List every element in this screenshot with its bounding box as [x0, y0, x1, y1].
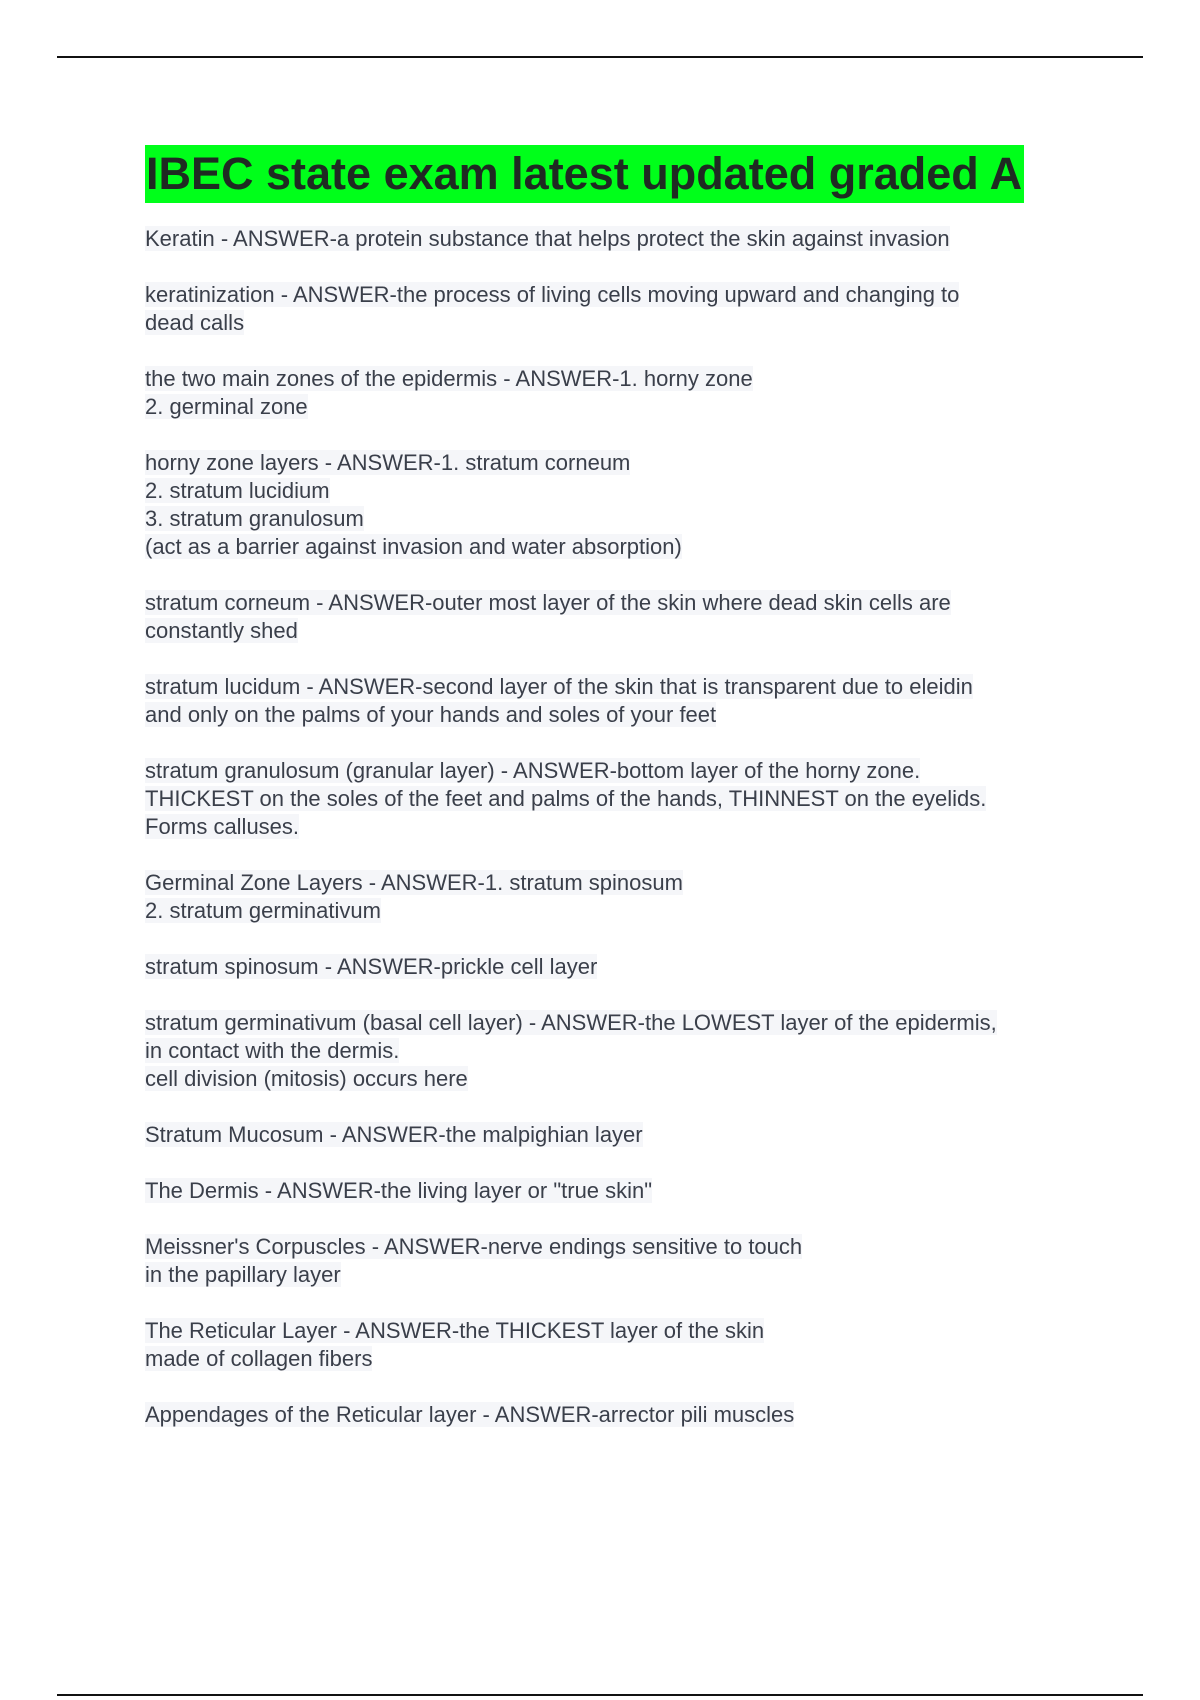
- qa-entry: [145, 589, 1090, 645]
- qa-entry-line: [145, 1261, 1090, 1289]
- qa-entry-text: the two main zones of the epidermis - ANSWER-1. horny zone: [145, 366, 753, 391]
- qa-entry-text: horny zone layers - ANSWER-1. stratum corneum: [145, 450, 631, 475]
- qa-entry-text: keratinization - ANSWER-the process of living cells moving upward and changing to: [145, 282, 960, 307]
- qa-entry-line: [145, 897, 1090, 925]
- qa-entry-text: stratum granulosum (granular layer) - ANSWER-bottom layer of the horny zone.: [145, 758, 921, 783]
- qa-entry-text: Keratin - ANSWER-a protein substance that helps protect the skin against invasion: [145, 226, 950, 251]
- qa-entry-line: [145, 1345, 1090, 1373]
- qa-entry-line: [145, 1401, 1090, 1429]
- qa-entry-text: Forms calluses.: [145, 814, 300, 839]
- qa-entry-text: (act as a barrier against invasion and water absorption): [145, 534, 682, 559]
- qa-entry-text: dead calls: [145, 310, 245, 335]
- qa-entry-text: THICKEST on the soles of the feet and palms of the hands, THINNEST on the eyelids.: [145, 786, 987, 811]
- document-title: IBEC state exam latest updated graded A: [145, 145, 1024, 203]
- qa-entry: [145, 953, 1090, 981]
- qa-entry-line: [145, 757, 1090, 785]
- qa-entry-line: [145, 673, 1090, 701]
- qa-entry-line: [145, 281, 1090, 309]
- qa-entry-text: stratum spinosum - ANSWER-prickle cell layer: [145, 954, 598, 979]
- qa-entry: [145, 449, 1090, 561]
- qa-entry: [145, 281, 1090, 337]
- qa-entry-text: 2. stratum lucidium: [145, 478, 330, 503]
- qa-entry-text: The Reticular Layer - ANSWER-the THICKEST layer of the skin: [145, 1318, 765, 1343]
- qa-entry: [145, 225, 1090, 253]
- qa-entry-text: 2. stratum germinativum: [145, 898, 381, 923]
- qa-entry-text: stratum germinativum (basal cell layer) - ANSWER-the LOWEST layer of the epidermis,: [145, 1010, 997, 1035]
- qa-entry-line: [145, 1065, 1090, 1093]
- qa-entry-line: [145, 1317, 1090, 1345]
- bottom-rule: [57, 1694, 1143, 1696]
- qa-entry-line: [145, 617, 1090, 645]
- qa-entry-line: [145, 813, 1090, 841]
- qa-entry: [145, 365, 1090, 421]
- qa-entry-text: constantly shed: [145, 618, 298, 643]
- qa-entry: [145, 869, 1090, 925]
- qa-entry-text: Germinal Zone Layers - ANSWER-1. stratum spinosum: [145, 870, 683, 895]
- qa-entry-text: made of collagen fibers: [145, 1346, 373, 1371]
- qa-entry-line: [145, 589, 1090, 617]
- qa-entry: [145, 1009, 1090, 1093]
- qa-entry: [145, 1177, 1090, 1205]
- qa-entry-text: cell division (mitosis) occurs here: [145, 1066, 468, 1091]
- qa-entry: [145, 757, 1090, 841]
- qa-entry-text: in contact with the dermis.: [145, 1038, 400, 1063]
- qa-entry-text: and only on the palms of your hands and soles of your feet: [145, 702, 717, 727]
- qa-entry-line: [145, 449, 1090, 477]
- qa-entry-line: [145, 1233, 1090, 1261]
- qa-entry: [145, 1317, 1090, 1373]
- qa-entry-line: [145, 1177, 1090, 1205]
- qa-entry-line: [145, 1121, 1090, 1149]
- top-rule: [57, 56, 1143, 58]
- qa-entry-text: Appendages of the Reticular layer - ANSWER-arrector pili muscles: [145, 1402, 795, 1427]
- qa-entry-text: in the papillary layer: [145, 1262, 341, 1287]
- qa-entry: [145, 1233, 1090, 1289]
- qa-entry-line: [145, 785, 1090, 813]
- qa-entry: [145, 1401, 1090, 1429]
- qa-entry-line: [145, 1009, 1090, 1037]
- qa-entry-line: [145, 1037, 1090, 1065]
- qa-entry-line: [145, 505, 1090, 533]
- qa-entry-text: 3. stratum granulosum: [145, 506, 364, 531]
- qa-entry-line: [145, 225, 1090, 253]
- qa-entry-text: stratum corneum - ANSWER-outer most layer of the skin where dead skin cells are: [145, 590, 951, 615]
- qa-entry: [145, 673, 1090, 729]
- document-body: [145, 145, 1090, 1457]
- qa-entry-text: stratum lucidum - ANSWER-second layer of the skin that is transparent due to eleidin: [145, 674, 973, 699]
- qa-entry-line: [145, 533, 1090, 561]
- qa-entry-text: The Dermis - ANSWER-the living layer or "true skin": [145, 1178, 653, 1203]
- qa-entry-line: [145, 393, 1090, 421]
- qa-entry-line: [145, 477, 1090, 505]
- qa-entry-text: Meissner's Corpuscles - ANSWER-nerve endings sensitive to touch: [145, 1234, 803, 1259]
- qa-entry-text: 2. germinal zone: [145, 394, 308, 419]
- qa-entry-line: [145, 869, 1090, 897]
- qa-list: [145, 225, 1090, 1429]
- qa-entry-line: [145, 701, 1090, 729]
- qa-entry: [145, 1121, 1090, 1149]
- qa-entry-text: Stratum Mucosum - ANSWER-the malpighian layer: [145, 1122, 643, 1147]
- qa-entry-line: [145, 953, 1090, 981]
- qa-entry-line: [145, 365, 1090, 393]
- qa-entry-line: [145, 309, 1090, 337]
